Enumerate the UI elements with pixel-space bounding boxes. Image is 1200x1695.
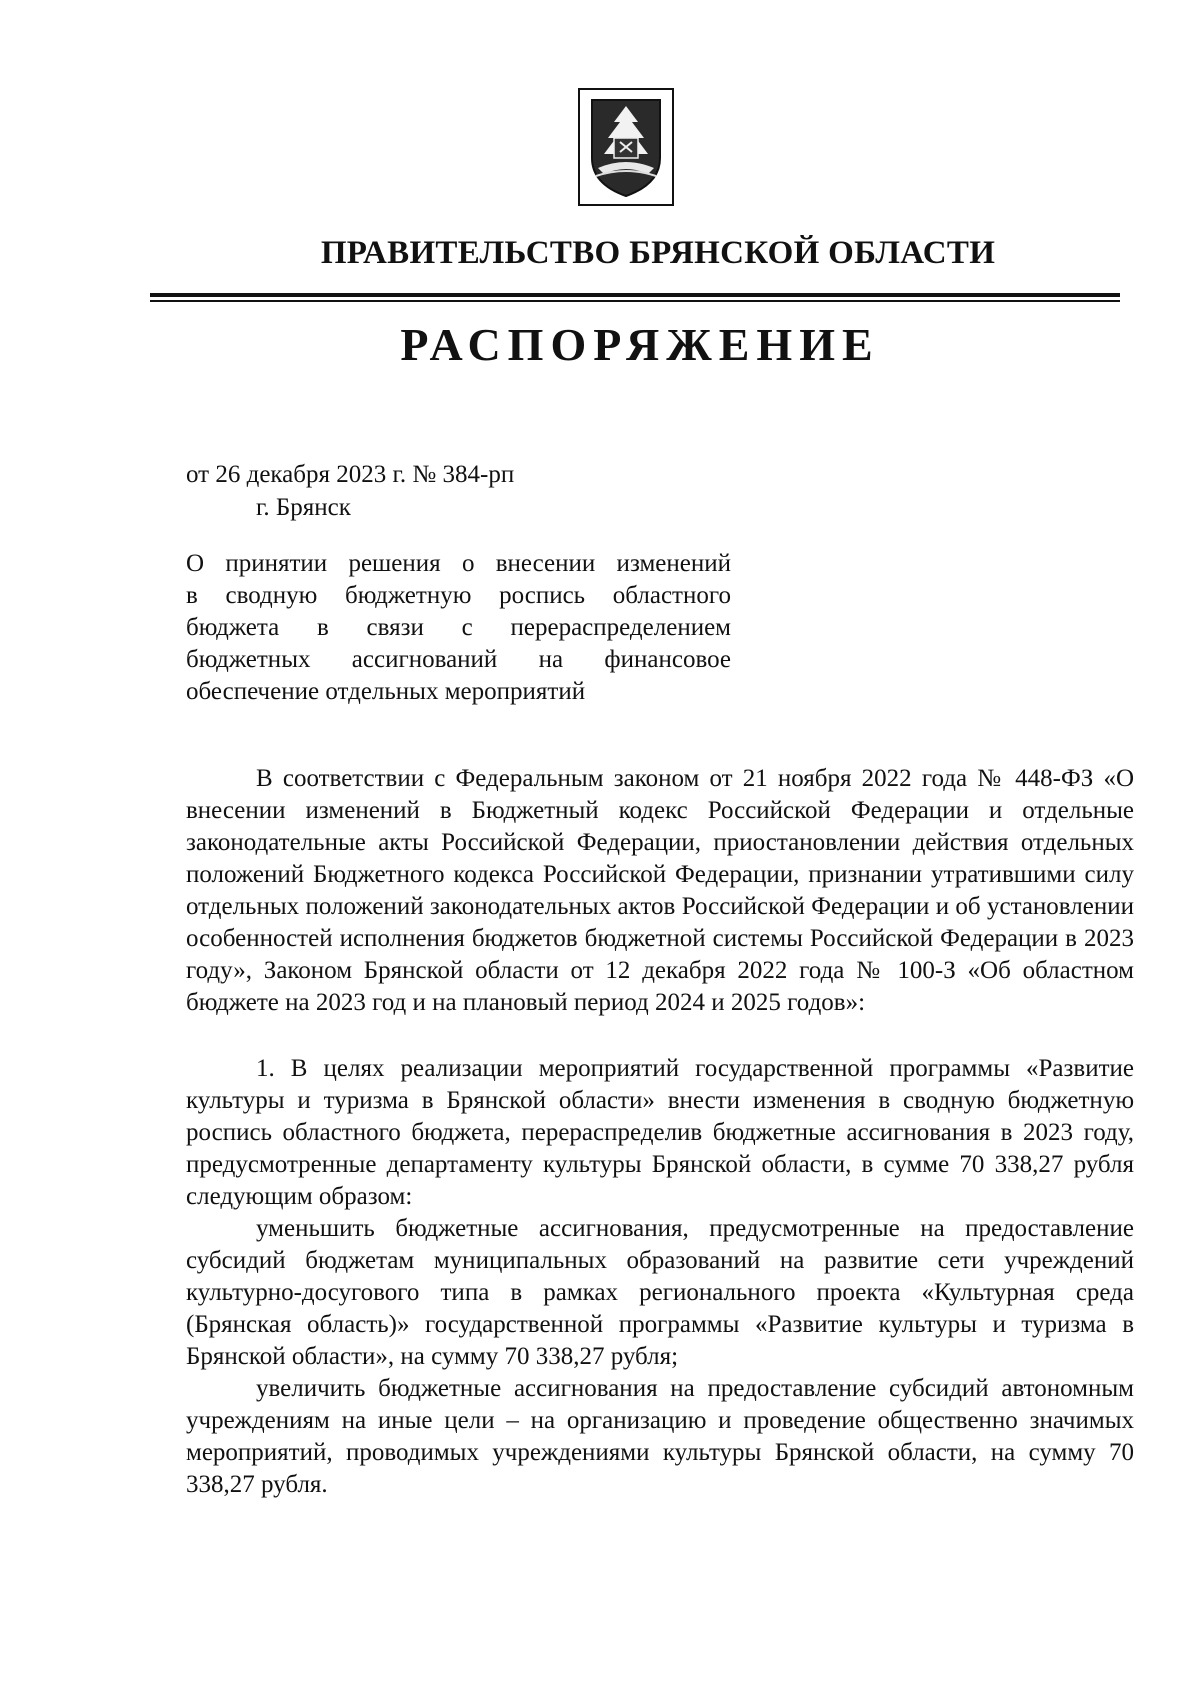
organization-title: ПРАВИТЕЛЬСТВО БРЯНСКОЙ ОБЛАСТИ [320, 235, 996, 271]
coat-of-arms-icon [578, 88, 674, 206]
city: г. Брянск [256, 494, 351, 521]
document-subject [186, 548, 731, 708]
document-body [186, 763, 1134, 1501]
preamble-paragraph: В соответствии с Федеральным законом от 21 ноября 2022 года № 448-ФЗ «О внесении изменений в Бюджетный кодекс Российской Федерации и отдельные законодательные акты Российской Федерации, приостановлении действия отдельных положений Бюджетного кодекса Российской Федерации, признании утратившими силу отдельных положений законодательных актов Российской Федерации и об установлении особенностей исполнения бюджетов бюджетной системы Российской Федерации в 2023 году», Законом Брянской области от 12 декабря 2022 года № 100-З «Об областном бюджете на 2023 год и на плановый период 2024 и 2025 годов»: [186, 765, 1134, 1016]
subject-line: бюджета в связи с перераспределением [186, 614, 731, 641]
document-meta [186, 458, 514, 524]
subject-line: О принятии решения о внесении изменений [186, 550, 731, 577]
header-rule-thick [150, 293, 1120, 297]
item-1-paragraph: 1. В целях реализации мероприятий государственной программы «Развитие культуры и туризма в Брянской области» внести изменения в сводную бюджетную роспись областного бюджета, перераспределив бюджетные ассигнования в 2023 году, предусмотренные департаменту культуры Брянской области, в сумме 70 338,27 рубля следующим образом: [186, 1055, 1134, 1210]
subject-line: обеспечение отдельных мероприятий [186, 678, 586, 705]
document-type-title: РАСПОРЯЖЕНИЕ [400, 319, 880, 370]
increase-paragraph: увеличить бюджетные ассигнования на предоставление субсидий автономным учреждениям на иные цели – на организацию и проведение общественно значимых мероприятий, проводимых учреждениями культуры Брянской области, на сумму 70 338,27 рубля. [186, 1375, 1134, 1498]
date-and-number: от 26 декабря 2023 г. № 384-рп [186, 461, 515, 488]
header-rule-thin [150, 300, 1120, 302]
subject-line: в сводную бюджетную роспись областного [186, 582, 731, 609]
subject-line: бюджетных ассигнований на финансовое [186, 646, 731, 673]
decrease-paragraph: уменьшить бюджетные ассигнования, предусмотренные на предоставление субсидий бюджетам муниципальных образований на развитие сети учреждений культурно-досугового типа в рамках регионального проекта «Культурная среда (Брянская область)» государственной программы «Развитие культуры и туризма в Брянской области», на сумму 70 338,27 рубля; [186, 1215, 1134, 1370]
